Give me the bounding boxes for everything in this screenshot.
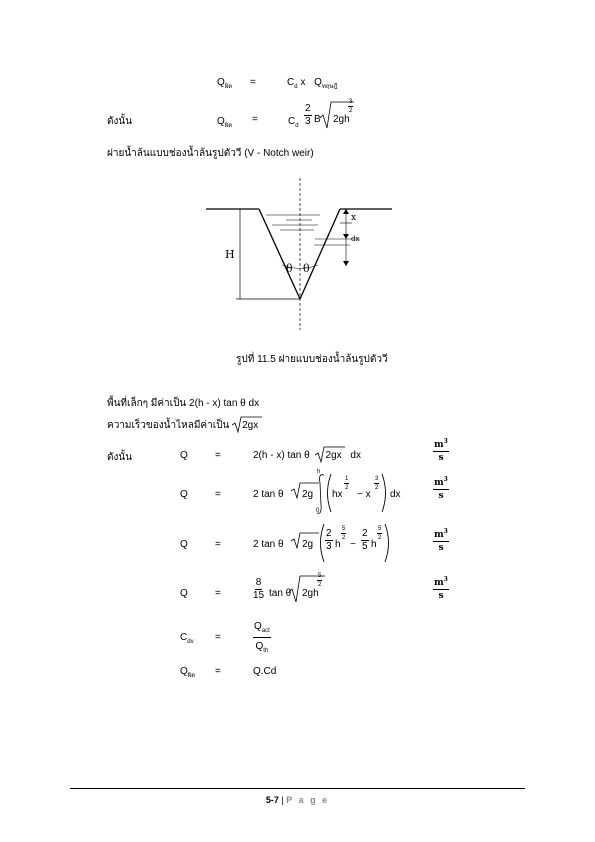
equals-sign: = bbox=[252, 114, 258, 125]
q-row-4-lhs: Q bbox=[180, 588, 188, 599]
units-m3-per-s: $m^3$ s bbox=[434, 476, 448, 501]
velocity-text: ความเร็วของน้ำไหลมีค่าเป็น 2gx bbox=[107, 418, 258, 433]
eq2-lhs: $Q_{ผิด}$ bbox=[217, 116, 233, 129]
units-m3-per-s: $m^3$ s bbox=[434, 528, 448, 553]
label-H: H bbox=[225, 248, 235, 261]
label-dx: dx bbox=[351, 235, 360, 243]
label-therefore-1: ดังนั้น bbox=[107, 116, 133, 127]
q-row-2-lhs: Q bbox=[180, 489, 188, 500]
equals-sign: = bbox=[215, 450, 221, 461]
equals-sign: = bbox=[215, 588, 221, 599]
q-row-1-lhs: Q bbox=[180, 450, 188, 461]
section-heading: ฝายน้ำล้นแบบช่องน้ำล้นรูปตัววี (V - Notch weir) bbox=[107, 148, 314, 159]
q-row-3-lhs: Q bbox=[180, 539, 188, 550]
label-therefore-2: ดังนั้น bbox=[107, 452, 133, 463]
page-label: P a g e bbox=[286, 795, 330, 805]
page-number: 5-7 bbox=[265, 795, 279, 805]
label-theta-left: θ bbox=[286, 262, 293, 275]
label-theta-right: θ bbox=[303, 262, 310, 275]
units-m3-per-s: $m^3$ s bbox=[434, 576, 448, 601]
q-actual-final-rhs: Q.Cd bbox=[253, 666, 277, 677]
equals-sign: = bbox=[215, 666, 221, 677]
equals-sign: = bbox=[250, 77, 256, 88]
q-row-3-rhs: 2 tan θ 2g $\frac{2}{3}$ h $\frac{5}{2}$ − $\frac{2}{5}$ h $\frac{5}{2}$ bbox=[253, 520, 413, 566]
equals-sign: = bbox=[215, 489, 221, 500]
q-row-1-rhs: 2(h - x) tan θ 2gx dx bbox=[253, 450, 361, 461]
equals-sign: = bbox=[215, 539, 221, 550]
q-actual-final-lhs: $Q_{ผิด}$ bbox=[180, 666, 196, 679]
cdv-fraction: $\frac{Q_{act}}{Q_{th}}$ bbox=[253, 618, 271, 657]
page-footer: 5-7 | P a g e bbox=[265, 795, 330, 805]
units-m3-per-s: $m^3$ s bbox=[434, 438, 448, 463]
label-x: x bbox=[351, 213, 357, 223]
cdv-lhs: $C_{dv}$ bbox=[180, 632, 194, 645]
figure-caption: รูปที่ 11.5 ฝายแบบช่องน้ำล้นรูปตัววี bbox=[236, 354, 388, 365]
eq-q-actual-definition: $Q_{ผิด}$ bbox=[217, 77, 233, 90]
footer-divider bbox=[70, 788, 525, 789]
equals-sign: = bbox=[215, 632, 221, 643]
eq-q-actual-rhs: $C_d$ x $Q_{ทฤษฎี}$ bbox=[287, 77, 338, 90]
area-element-text: พื้นที่เล็กๆ มีค่าเป็น 2(h - x) tan θ dx bbox=[107, 398, 260, 409]
q-row-2-rhs: 2 tan θ 2g h 0 hx $\frac{1}{2}$ − x $\frac{3}{2}$ dx bbox=[253, 469, 401, 514]
q-row-4-rhs: $\frac{8}{15}$ tan θ 2gh $\frac{5}{2}$ bbox=[253, 572, 373, 612]
